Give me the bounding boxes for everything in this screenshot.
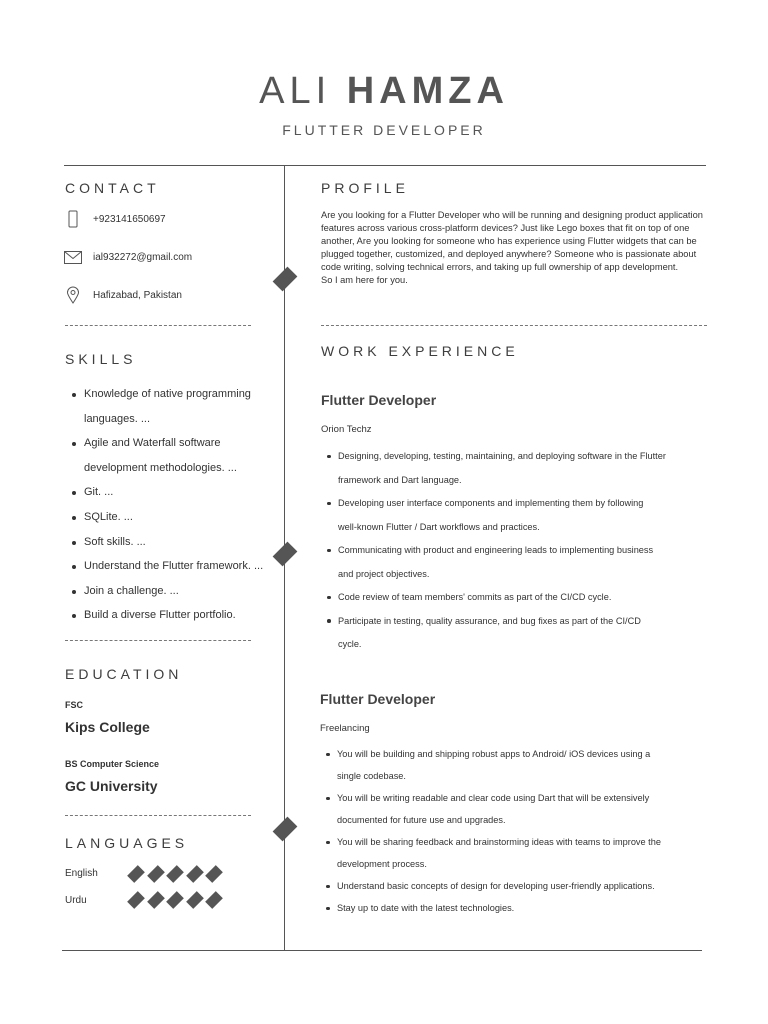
last-name: HAMZA (346, 70, 509, 112)
contact-phone (64, 210, 166, 228)
rating-diamond-icon (147, 891, 165, 909)
section-separator (65, 325, 251, 326)
phone-text: +923141650697 (93, 213, 166, 225)
duty-line: framework and Dart language. (338, 474, 462, 485)
duty-line: Designing, developing, testing, maintaining, and deploying software in the Flutter (338, 451, 666, 461)
list-item (322, 496, 717, 543)
job-duties (322, 449, 717, 661)
skills-list (70, 382, 280, 628)
top-divider (64, 165, 706, 166)
divider-diamond-icon (273, 267, 298, 292)
phone-icon (64, 210, 82, 228)
list-item (322, 449, 717, 496)
languages-heading: LANGUAGES (65, 835, 189, 851)
candidate-name (0, 70, 768, 113)
contact-location (64, 286, 182, 304)
rating-diamond-icon (127, 865, 145, 883)
rating-diamond-icon (205, 891, 223, 909)
rating-diamond-icon (147, 865, 165, 883)
duty-line: Participate in testing, quality assurance, and bug fixes as part of the CI/CD (338, 615, 641, 626)
list-item: Git. ... (70, 480, 280, 505)
list-item: Understand the Flutter framework. ... (70, 554, 280, 579)
work-heading: WORK EXPERIENCE (321, 343, 519, 359)
location-text: Hafizabad, Pakistan (93, 289, 182, 301)
language-name: English (65, 868, 98, 879)
language-name: Urdu (65, 895, 87, 906)
duty-line: You will be sharing feedback and brainstorming ideas with teams to improve the (337, 837, 661, 847)
education-degree: FSC (65, 700, 83, 710)
job-company: Freelancing (320, 723, 370, 734)
list-item (321, 835, 716, 879)
list-item: Agile and Waterfall software development methodologies. ... (70, 431, 280, 480)
job-title-header: FLUTTER DEVELOPER (282, 122, 486, 138)
list-item: Soft skills. ... (70, 530, 280, 555)
first-name: ALI (259, 70, 332, 112)
rating-diamond-icon (205, 865, 223, 883)
list-item: Knowledge of native programming languages. ... (70, 382, 280, 431)
job-title: Flutter Developer (320, 691, 436, 707)
list-item (321, 747, 716, 791)
education-degree: BS Computer Science (65, 759, 160, 769)
education-school: Kips College (65, 719, 150, 735)
rating-diamond-icon (166, 891, 184, 909)
section-separator (65, 815, 251, 816)
list-item (321, 901, 716, 923)
contact-email (64, 248, 192, 266)
skills-heading: SKILLS (65, 351, 137, 367)
duty-line: Code review of team members' commits as part of the CI/CD cycle. (338, 592, 612, 602)
rating-diamond-icon (186, 865, 204, 883)
contact-heading: CONTACT (65, 180, 160, 196)
duty-line: and project objectives. (338, 568, 430, 579)
education-heading: EDUCATION (65, 666, 183, 682)
profile-text: Are you looking for a Flutter Developer who will be running and designing product application features across various cross-platform devices? Just like Lego boxes that fit on top of one another, Are you looking for someone who has experience using Flutter widgets that can be plugged together, customized, and deployed anywhere? Someone who is passionate about code writing, solving technical errors, and taking up full ownership of app development. (321, 210, 703, 272)
rating-diamond-icon (166, 865, 184, 883)
duty-line: single codebase. (337, 771, 406, 781)
section-separator (321, 325, 707, 326)
duty-line: You will be writing readable and clear code using Dart that will be extensively (337, 793, 650, 803)
list-item (321, 791, 716, 835)
rating-diamond-icon (186, 891, 204, 909)
bottom-divider (62, 950, 702, 951)
list-item: Join a challenge. ... (70, 579, 280, 604)
duty-line: Understand basic concepts of design for developing user-friendly applications. (337, 881, 655, 891)
rating-diamond-icon (127, 891, 145, 909)
job-title: Flutter Developer (321, 392, 437, 408)
education-school: GC University (65, 778, 158, 794)
divider-diamond-icon (273, 817, 298, 842)
job-company: Orion Techz (321, 424, 372, 435)
duty-line: Developing user interface components and implementing them by following (338, 498, 644, 508)
list-item (322, 590, 717, 614)
duty-line: well-known Flutter / Dart workflows and practices. (338, 521, 540, 532)
list-item (321, 879, 716, 901)
duty-line: documented for future use and upgrades. (337, 815, 506, 825)
envelope-icon (64, 248, 82, 266)
profile-closing: So I am here for you. (321, 274, 408, 285)
job-duties (321, 747, 716, 923)
location-pin-icon (64, 286, 82, 304)
duty-line: You will be building and shipping robust apps to Android/ iOS devices using a (337, 749, 651, 759)
duty-line: Stay up to date with the latest technologies. (337, 903, 515, 913)
email-text: ial932272@gmail.com (93, 251, 193, 263)
profile-heading: PROFILE (321, 180, 409, 196)
language-rating (131, 890, 229, 905)
list-item: Build a diverse Flutter portfolio. (70, 603, 280, 628)
list-item: SQLite. ... (70, 505, 280, 530)
profile-summary (321, 209, 711, 286)
list-item (322, 543, 717, 590)
list-item (322, 614, 717, 661)
duty-line: development process. (337, 859, 427, 869)
duty-line: Communicating with product and engineering leads to implementing business (338, 545, 654, 555)
duty-line: cycle. (338, 639, 362, 649)
language-rating (131, 864, 229, 879)
section-separator (65, 640, 251, 641)
